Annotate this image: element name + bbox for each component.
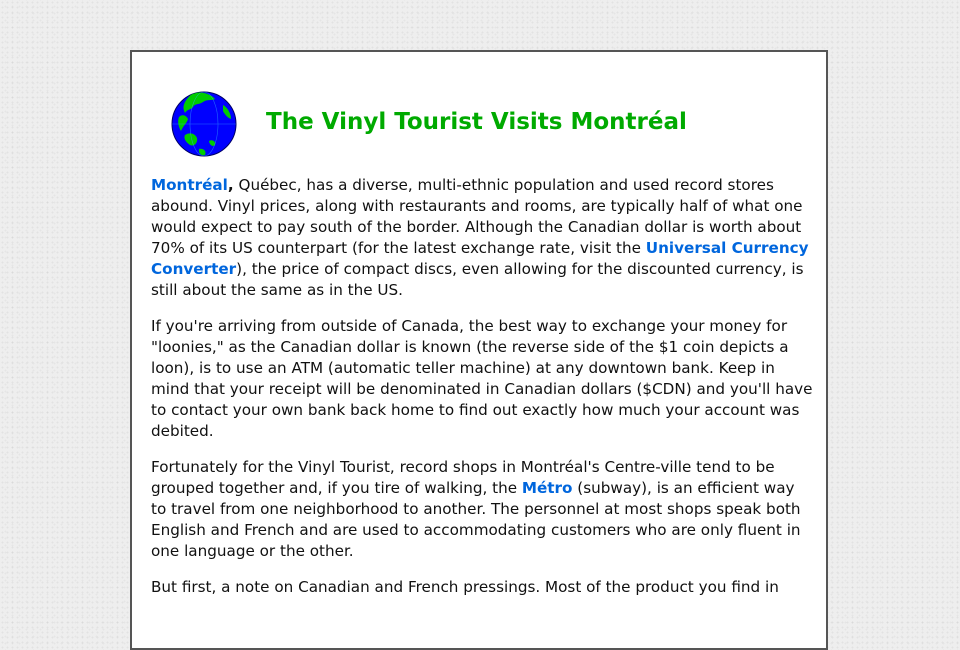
globe-icon [171,91,237,157]
page-header [132,52,826,172]
paragraph-shops-text-b: (subway), is an efficient way to travel from one neighborhood to another. The personnel at most shops speak both English and French and are used to accommodating customers who are only fluent in one language or the other. [151,479,801,560]
link-montreal[interactable]: Montréal [151,176,228,194]
paragraph-intro [151,175,813,301]
paragraph-intro-text-a: Québec, has a diverse, multi-ethnic population and used record stores abound. Vinyl prices, along with restaurants and rooms, are typically half of what one would expect to pay south of the border. Although the Canadian dollar is worth about 70% of its US counterpart (for the latest exchange rate, visit the [151,176,803,257]
paragraph-intro-text-b: ), the price of compact discs, even allowing for the discounted currency, is still about the same as in the US. [151,260,804,299]
page-panel [130,50,828,650]
paragraph-pressings: But first, a note on Canadian and French pressings. Most of the product you find in [151,578,779,596]
page-title: The Vinyl Tourist Visits Montréal [266,109,687,135]
article-body [151,175,813,613]
link-currency-converter[interactable]: Universal Currency Converter [151,239,809,278]
paragraph-exchange: If you're arriving from outside of Canada, the best way to exchange your money for "loonies," as the Canadian dollar is known (the reverse side of the $1 coin depicts a loon), is to use an ATM (automatic teller machine) at any downtown bank. Keep in mind that your receipt will be denominated in Canadian dollars ($CDN) and you'll have to contact your own bank back home to find out exactly how much your account was debited. [151,317,813,440]
paragraph-shops [151,457,813,562]
paragraph-shops-text-a: Fortunately for the Vinyl Tourist, record shops in Montréal's Centre-ville tend to be grouped together and, if you tire of walking, the [151,458,775,497]
comma-text: , [227,176,234,194]
link-metro[interactable]: Métro [521,479,573,497]
